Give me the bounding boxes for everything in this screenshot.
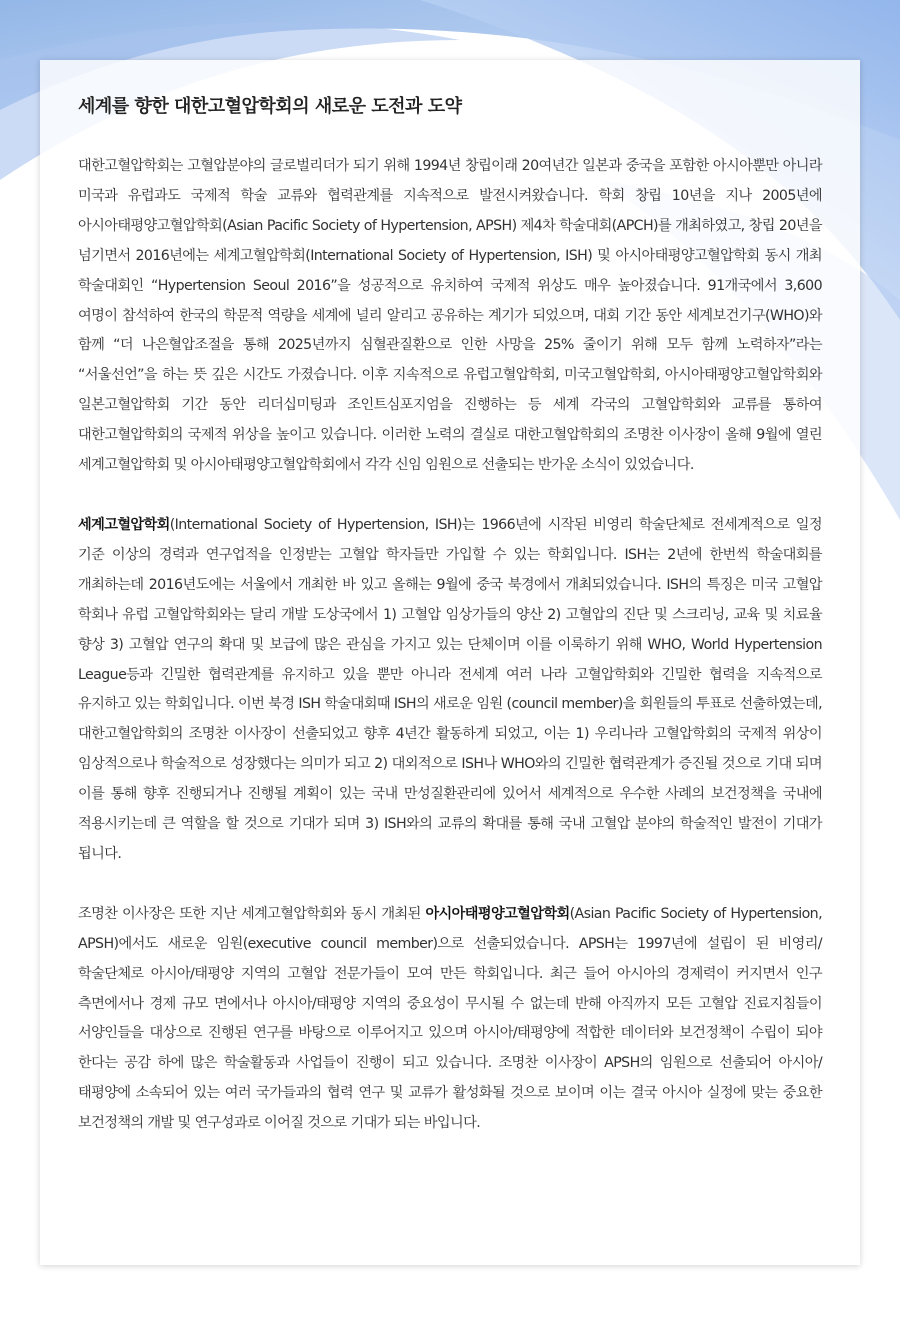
article-title: 세계를 향한 대한고혈압학회의 새로운 도전과 도약	[78, 96, 462, 117]
paragraph-2	[78, 511, 822, 870]
paragraph-3	[78, 900, 822, 1139]
paragraph-2-text: (International Society of Hypertension, ISH)는 1966년에 시작된 비영리 학술단체로 전세계적으로 일정 기준 이상의 경력과 연구업적을 인정받는 고혈압 학자들만 가입할 수 있는 학회입니다. ISH는 2년에 한번씩 학술대회를 개최하는데 2016년도에는 서울에서 개최한 바 있고 올해는 9월에 중국 북경에서 개최되었습니다. ISH의 특징은 미국 고혈압 학회나 유럽 고혈압학회와는 달리 개발 도상국에서 1) 고혈압 임상가들의 양산 2) 고혈압의 진단 및 스크리닝, 교육 및 치료율 향상 3) 고혈압 연구의 확대 및 보급에 많은 관심을 가지고 있는 단체이며 이를 이룩하기 위해 WHO, World Hypertension League등과 긴밀한 협력관계를 유지하고 있을 뿐만 아니라 전세계 여러 나라 고혈압학회와 긴밀한 협력을 지속적으로 유지하고 있는 학회입니다. 이번 북경 ISH 학술대회때 ISH의 새로운 임원 (council member)을 회원들의 투표로 선출하였는데, 대한고혈압학회의 조명찬 이사장이 선출되었고 향후 4년간 활동하게 되었고, 이는 1) 우리나라 고혈압학회의 국제적 위상이 임상적으로나 학술적으로 성장했다는 의미가 되고 2) 대외적으로 ISH나 WHO와의 긴밀한 협력관계가 증진될 것으로 기대 되며 이를 통해 향후 진행되거나 진행될 계획이 있는 국내 만성질환관리에 있어서 세계적으로 우수한 사례의 보건정책을 국내에 적용시키는데 큰 역할을 할 것으로 기대가 되며 3) ISH와의 교류의 확대를 통해 국내 고혈압 분야의 학술적인 발전이 기대가 됩니다.	[78, 516, 822, 862]
paragraph-3-lead: 조명찬 이사장은 또한 지난 세계고혈압학회와 동시 개최된	[78, 905, 426, 922]
paragraph-1: 대한고혈압학회는 고혈압분야의 글로벌리더가 되기 위해 1994년 창립이래 20여년간 일본과 중국을 포함한 아시아뿐만 아니라 미국과 유럽과도 국제적 학술 교류와 협력관계를 지속적으로 발전시켜왔습니다. 학회 창립 10년을 지나 2005년에 아시아태평양고혈압학회(Asian Pacific Society of Hypertension, APSH) 제4차 학술대회(APCH)를 개최하였고, 창립 20년을 넘기면서 2016년에는 세계고혈압학회(International Society of Hypertension, ISH) 및 아시아태평양고혈압학회 동시 개최 학술대회인 “Hypertension Seoul 2016”을 성공적으로 유치하여 국제적 위상도 매우 높아졌습니다. 91개국에서 3,600 여명이 참석하여 한국의 학문적 역량을 세계에 널리 알리고 공유하는 계기가 되었으며, 대회 기간 동안 세계보건기구(WHO)와 함께 “더 나은혈압조절을 통해 2025년까지 심혈관질환으로 인한 사망을 25% 줄이기 위해 모두 함께 노력하자”라는 “서울선언”을 하는 뜻 깊은 시간도 가졌습니다. 이후 지속적으로 유럽고혈압학회, 미국고혈압학회, 아시아태평양고혈압학회와 일본고혈압학회 기간 동안 리더십미팅과 조인트심포지엄을 진행하는 등 세계 각국의 고혈압학회와 교류를 통하여 대한고혈압학회의 국제적 위상을 높이고 있습니다. 이러한 노력의 결실로 대한고혈압학회의 조명찬 이사장이 올해 9월에 열린 세계고혈압학회 및 아시아태평양고혈압학회에서 각각 신임 임원으로 선출되는 반가운 소식이 있었습니다.	[78, 158, 822, 474]
article-body	[78, 152, 822, 1169]
apsh-term: 아시아태평양고혈압학회	[425, 905, 570, 922]
ish-term: 세계고혈압학회	[78, 516, 170, 533]
paragraph-3-text: (Asian Pacific Society of Hypertension, APSH)에서도 새로운 임원(executive council member)으로 선출되었습니다. APSH는 1997년에 설립이 된 비영리/학술단체로 아시아/태평양 지역의 고혈압 전문가들이 모여 만든 학회입니다. 최근 들어 아시아의 경제력이 커지면서 인구 측면에서나 경제 규모 면에서나 아시아/태평양 지역의 중요성이 무시될 수 없는데 반해 아직까지 모든 고혈압 진료지침들이 서양인들을 대상으로 진행된 연구를 바탕으로 이루어지고 있으며 아시아/태평양에 적합한 데이터와 보건정책이 수립이 되야 한다는 공감 하에 많은 학술활동과 사업들이 진행이 되고 있습니다. 조명찬 이사장이 APSH의 임원으로 선출되어 아시아/태평양에 소속되어 있는 여러 국가들과의 협력 연구 및 교류가 활성화될 것으로 보이며 이는 결국 아시아 실정에 맞는 중요한 보건정책의 개발 및 연구성과로 이어질 것으로 기대가 되는 바입니다.	[78, 905, 822, 1132]
article-card	[40, 60, 860, 1265]
